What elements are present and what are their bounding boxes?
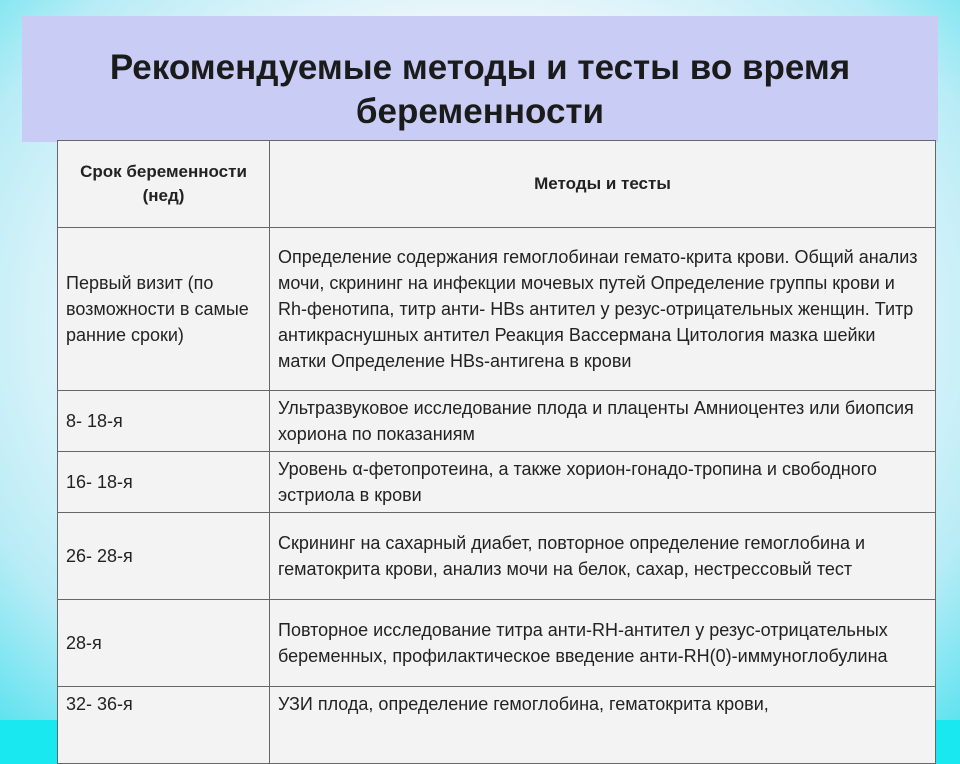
page-title: Рекомендуемые методы и тесты во время беременности	[109, 48, 851, 131]
table-row	[58, 391, 936, 452]
cell-tests: Определение содержания гемоглобинаи гемато-крита крови. Общий анализ мочи, скрининг на инфекции мочевых путей Определение группы крови и Rh-фенотипа, титр анти- HBs антител у резус-отрицательных женщин. Титр антикраснушных антител Реакция Вассермана Цитология мазка шейки матки Определение HBs-антигена в крови	[270, 228, 936, 391]
header-tests: Методы и тесты	[270, 141, 936, 228]
cell-term: Первый визит (по возможности в самые ранние сроки)	[58, 228, 270, 391]
table-row	[58, 513, 936, 600]
header-term: Срок беременности (нед)	[58, 141, 270, 228]
table-row	[58, 228, 936, 391]
cell-tests: Повторное исследование титра анти-RH-антител у резус-отрицательных беременных, профилактическое введение анти-RH(0)-иммуноглобулина	[270, 600, 936, 687]
table-row	[58, 687, 936, 764]
cell-term: 28-я	[58, 600, 270, 687]
cell-tests: Ультразвуковое исследование плода и плаценты Амниоцентез или биопсия хориона по показаниям	[270, 391, 936, 452]
cell-term: 16- 18-я	[58, 452, 270, 513]
cell-tests: Скрининг на сахарный диабет, повторное определение гемоглобина и гематокрита крови, анализ мочи на белок, сахар, нестрессовый тест	[270, 513, 936, 600]
cell-tests: УЗИ плода, определение гемоглобина, гематокрита крови,	[270, 687, 936, 764]
cell-term: 26- 28-я	[58, 513, 270, 600]
table-row	[58, 452, 936, 513]
cell-term: 32- 36-я	[58, 687, 270, 764]
table-header-row	[58, 141, 936, 228]
cell-tests: Уровень α-фетопротеина, а также хорион-гонадо-тропина и свободного эстриола в крови	[270, 452, 936, 513]
methods-table	[57, 140, 936, 764]
cell-term: 8- 18-я	[58, 391, 270, 452]
table-row	[58, 600, 936, 687]
